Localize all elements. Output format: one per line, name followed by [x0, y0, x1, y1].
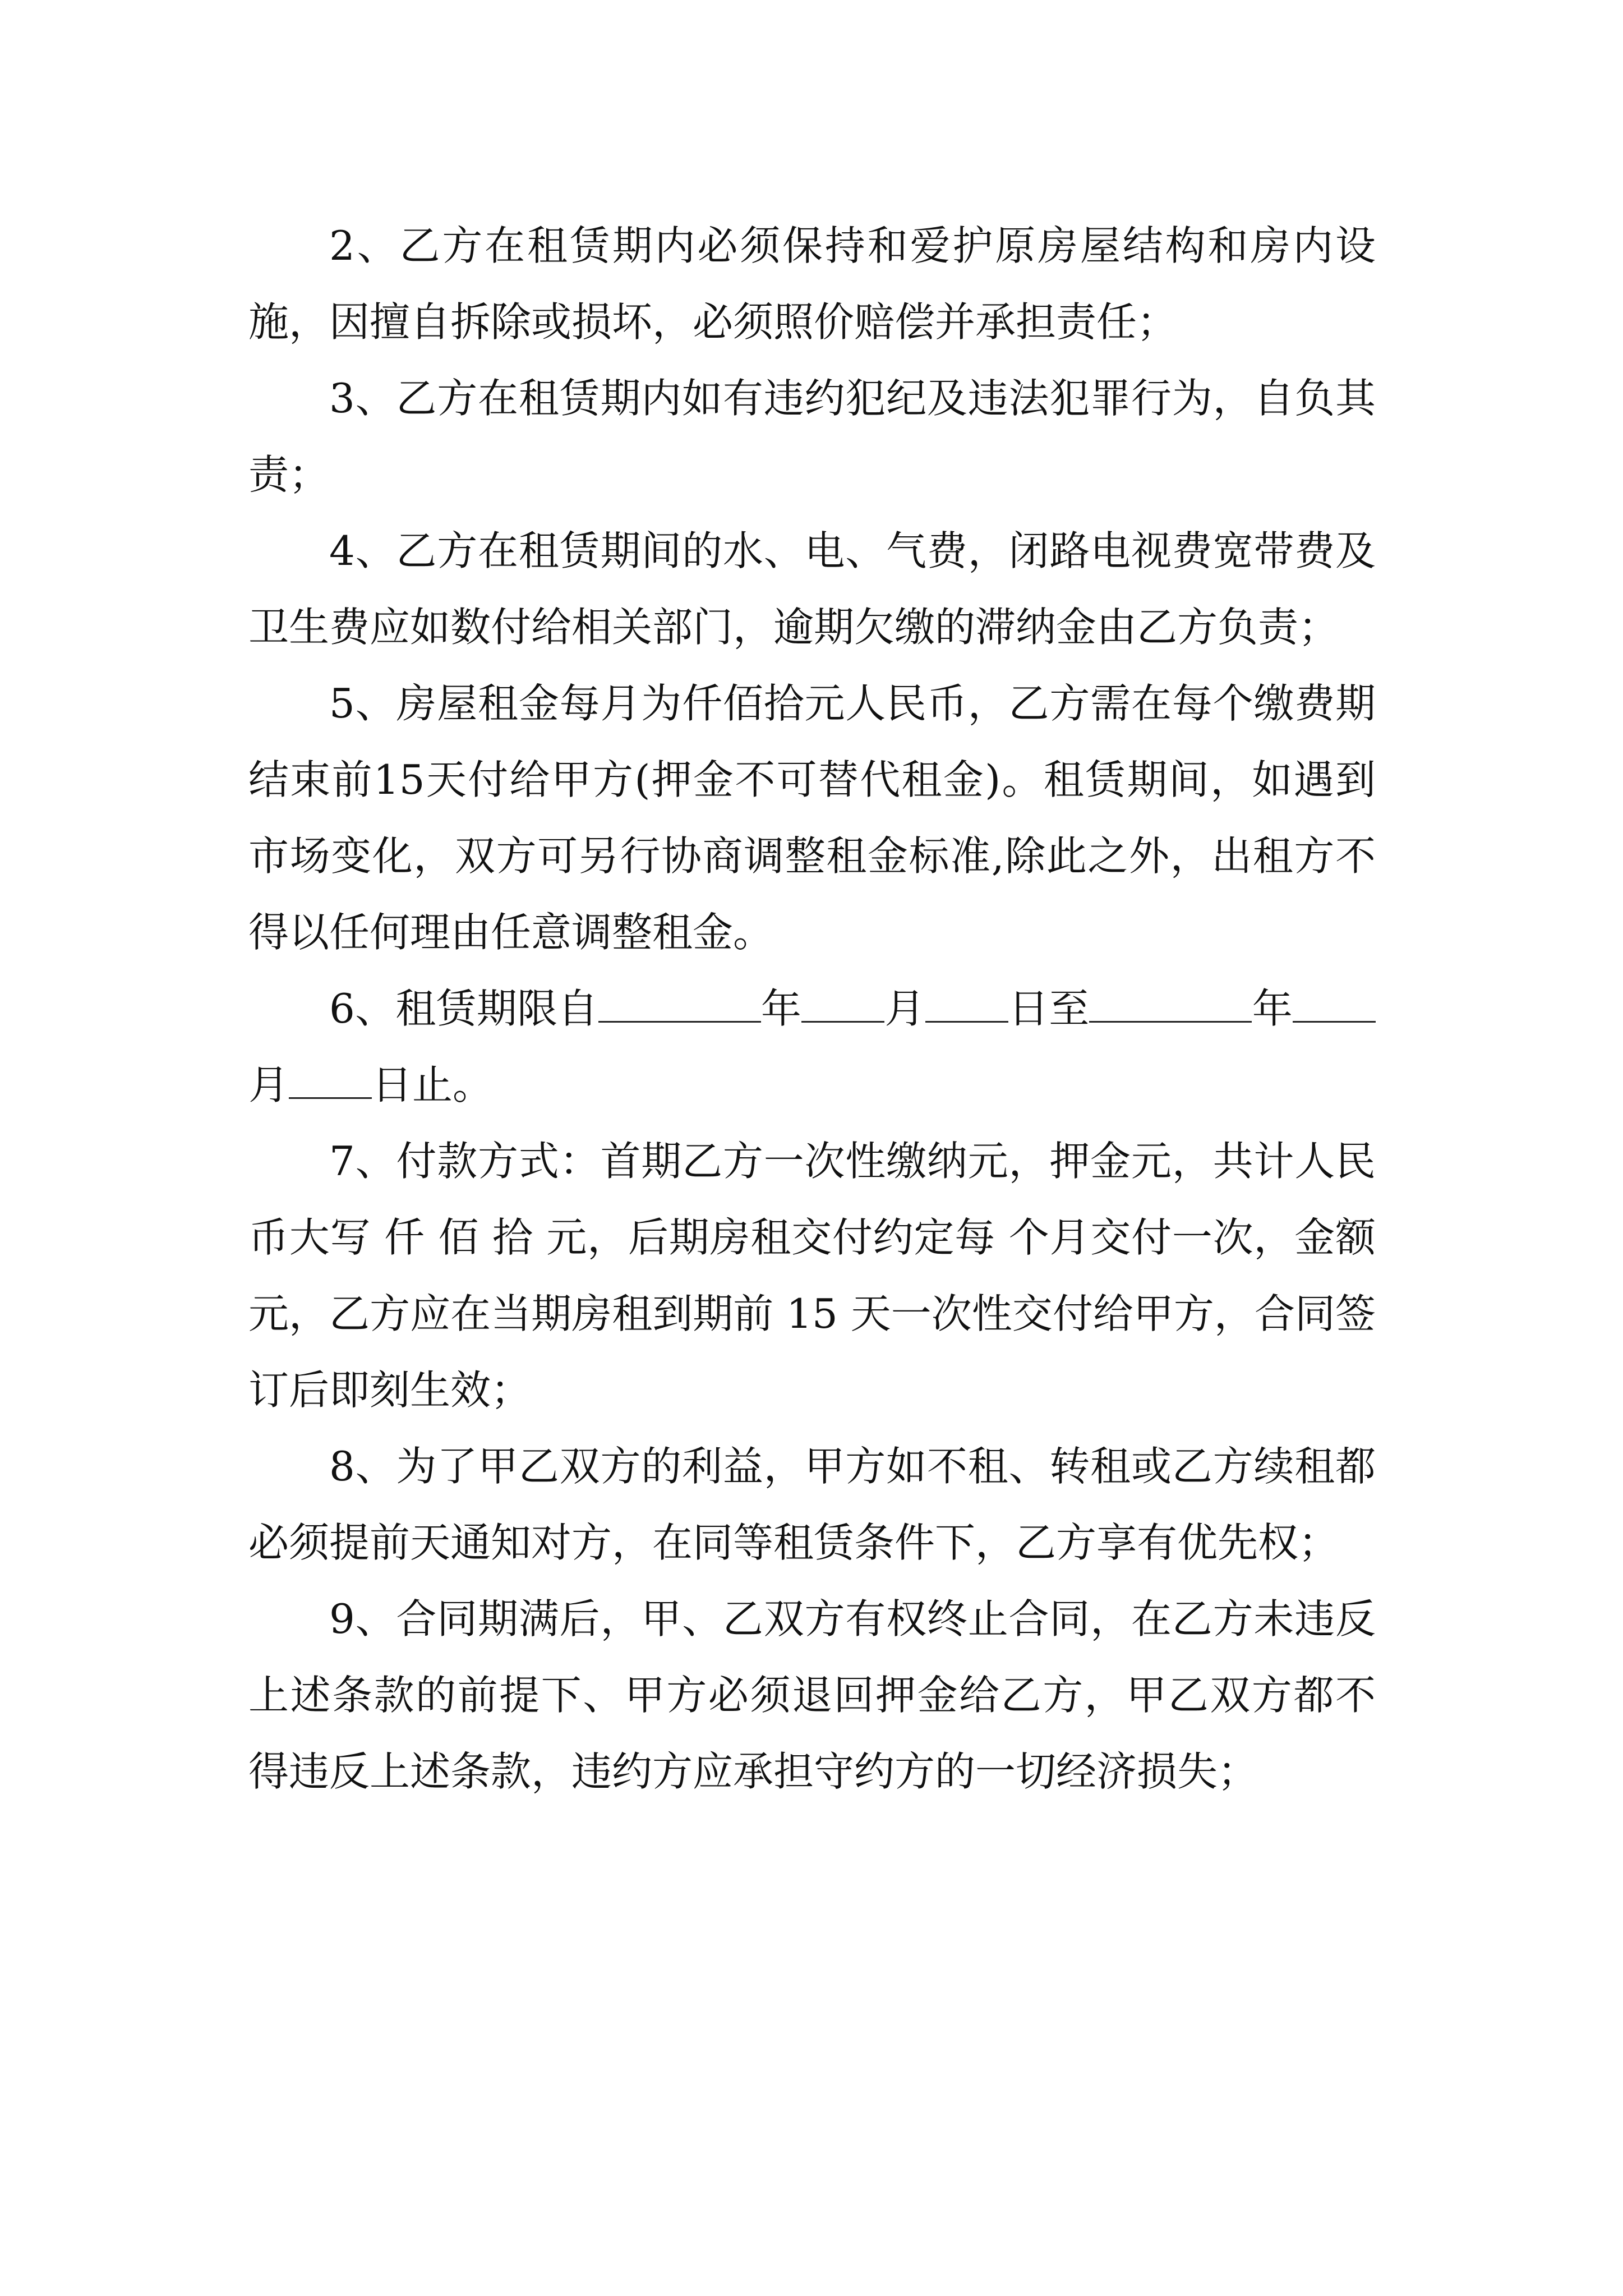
clause-6 — [248, 970, 1376, 1123]
clause-6-month-2: 月 — [248, 1061, 289, 1108]
start-year-blank — [598, 976, 761, 1023]
clause-5: 5、房屋租金每月为仟佰拾元人民币，乙方需在每个缴费期结束前15天付给甲方(押金不可替代租金)。租赁期间，如遇到市场变化，双方可另行协商调整租金标准,除此之外，出租方不得以任何理由任意调整租金。 — [248, 680, 1376, 956]
clause-8: 8、为了甲乙双方的利益，甲方如不租、转租或乙方续租都必须提前天通知对方，在同等租赁条件下，乙方享有优先权； — [248, 1443, 1376, 1566]
start-month-blank — [801, 976, 884, 1023]
clause-6-day-to: 日至 — [1008, 985, 1090, 1032]
clause-6-prefix: 6、租赁期限自 — [329, 985, 598, 1032]
clause-6-year-1: 年 — [760, 985, 802, 1032]
end-month-blank — [1293, 976, 1376, 1023]
clause-4: 4、乙方在租赁期间的水、电、气费，闭路电视费宽带费及卫生费应如数付给相关部门，逾期欠缴的滞纳金由乙方负责； — [248, 527, 1376, 651]
clause-9: 9、合同期满后，甲、乙双方有权终止合同，在乙方未违反上述条款的前提下、甲方必须退回押金给乙方，甲乙双方都不得违反上述条款，违约方应承担守约方的一切经济损失； — [248, 1595, 1376, 1795]
start-day-blank — [925, 976, 1008, 1023]
clause-2: 2、乙方在租赁期内必须保持和爱护原房屋结构和房内设施，因擅自拆除或损坏，必须照价赔偿并承担责任； — [248, 222, 1376, 346]
clause-7: 7、付款方式：首期乙方一次性缴纳元，押金元，共计人民币大写 仟 佰 拾 元，后期房租交付约定每 个月交付一次，金额 元，乙方应在当期房租到期前 15 天一次性交付给甲方，合同签订后即刻生效； — [248, 1138, 1376, 1414]
clause-6-month-1: 月 — [884, 985, 925, 1032]
contract-body — [248, 208, 1376, 1810]
end-day-blank — [289, 1052, 372, 1099]
clause-3: 3、乙方在租赁期内如有违约犯纪及违法犯罪行为，自负其责； — [248, 375, 1376, 498]
end-year-blank — [1089, 976, 1252, 1023]
clause-6-day-end: 日止。 — [372, 1061, 494, 1108]
clause-6-year-2: 年 — [1252, 985, 1293, 1032]
